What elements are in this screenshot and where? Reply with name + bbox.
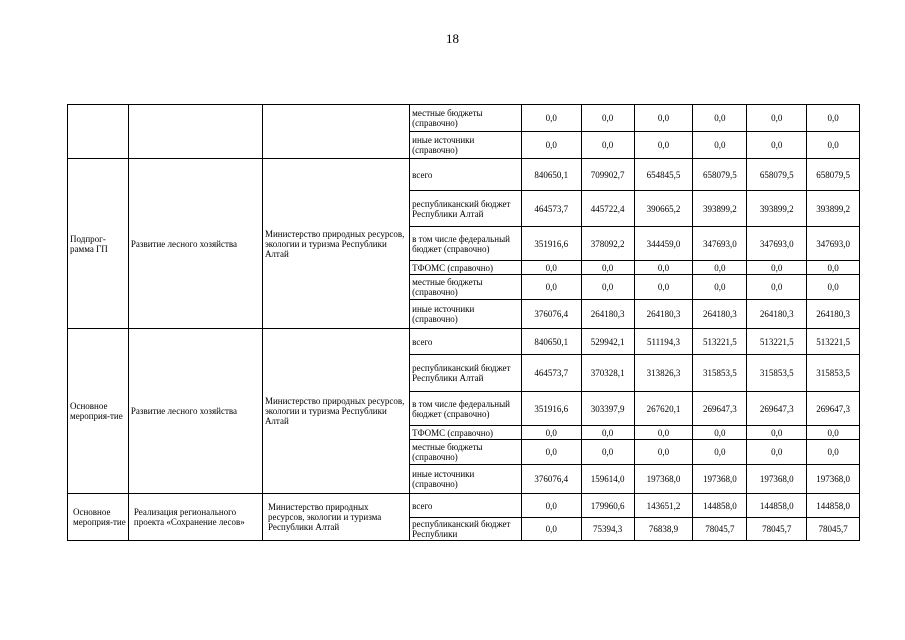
funding-source-cell: всего	[410, 494, 522, 518]
amount-cell: 0,0	[581, 275, 634, 300]
amount-cell: 0,0	[807, 440, 860, 465]
amount-cell: 0,0	[807, 261, 860, 275]
amount-cell: 393899,2	[747, 191, 807, 227]
amount-cell: 264180,3	[807, 300, 860, 329]
amount-cell: 376076,4	[521, 465, 581, 494]
amount-cell: 347693,0	[693, 227, 747, 261]
amount-cell: 658079,5	[693, 159, 747, 191]
amount-cell: 0,0	[693, 105, 747, 132]
amount-cell: 144858,0	[747, 494, 807, 518]
amount-cell: 0,0	[521, 132, 581, 159]
amount-cell: 303397,9	[581, 392, 634, 426]
amount-cell: 315853,5	[747, 355, 807, 392]
funding-source-cell: в том числе федеральный бюджет (справочно)	[410, 227, 522, 261]
amount-cell: 840650,1	[521, 159, 581, 191]
amount-cell: 75394,3	[581, 518, 634, 541]
amount-cell: 464573,7	[521, 191, 581, 227]
amount-cell: 0,0	[521, 275, 581, 300]
amount-cell: 351916,6	[521, 227, 581, 261]
amount-cell: 78045,7	[807, 518, 860, 541]
program-name-cell: Развитие лесного хозяйства	[128, 329, 262, 494]
amount-cell: 78045,7	[693, 518, 747, 541]
amount-cell: 0,0	[634, 275, 693, 300]
table-row	[68, 159, 860, 191]
amount-cell: 315853,5	[693, 355, 747, 392]
executor-cell: Министерство природных ресурсов, экологии и туризма Республики Алтай	[262, 159, 409, 329]
funding-source-cell: республиканский бюджет Республики Алтай	[410, 191, 522, 227]
amount-cell: 0,0	[807, 105, 860, 132]
amount-cell: 0,0	[634, 440, 693, 465]
program-level-cell: Основное мероприя-тие	[68, 494, 129, 541]
amount-cell: 159614,0	[581, 465, 634, 494]
funding-source-cell: иные источники (справочно)	[410, 132, 522, 159]
funding-source-cell: местные бюджеты (справочно)	[410, 440, 522, 465]
amount-cell: 0,0	[521, 261, 581, 275]
amount-cell: 658079,5	[807, 159, 860, 191]
executor-cell: Министерство природных ресурсов, экологии и туризма Республики Алтай	[262, 494, 409, 541]
amount-cell: 529942,1	[581, 329, 634, 355]
funding-source-cell: республиканский бюджет Республики Алтай	[410, 355, 522, 392]
budget-table-body	[68, 105, 860, 541]
amount-cell: 0,0	[693, 426, 747, 440]
amount-cell: 0,0	[581, 426, 634, 440]
amount-cell: 264180,3	[581, 300, 634, 329]
amount-cell: 390665,2	[634, 191, 693, 227]
amount-cell: 197368,0	[693, 465, 747, 494]
amount-cell: 347693,0	[807, 227, 860, 261]
amount-cell: 0,0	[807, 275, 860, 300]
funding-source-cell: ТФОМС (справочно)	[410, 261, 522, 275]
amount-cell: 0,0	[747, 440, 807, 465]
amount-cell: 513221,5	[807, 329, 860, 355]
amount-cell: 0,0	[521, 426, 581, 440]
amount-cell: 179960,6	[581, 494, 634, 518]
funding-source-cell: иные источники (справочно)	[410, 465, 522, 494]
amount-cell: 654845,5	[634, 159, 693, 191]
table-row	[68, 105, 860, 132]
funding-source-cell: республиканский бюджет Республики	[410, 518, 522, 541]
amount-cell: 840650,1	[521, 329, 581, 355]
funding-source-cell: всего	[410, 329, 522, 355]
amount-cell: 0,0	[807, 426, 860, 440]
program-name-cell: Реализация регионального проекта «Сохранение лесов»	[128, 494, 262, 541]
amount-cell: 0,0	[581, 132, 634, 159]
amount-cell: 378092,2	[581, 227, 634, 261]
amount-cell: 0,0	[747, 132, 807, 159]
amount-cell: 370328,1	[581, 355, 634, 392]
amount-cell: 267620,1	[634, 392, 693, 426]
amount-cell: 143651,2	[634, 494, 693, 518]
amount-cell: 313826,3	[634, 355, 693, 392]
amount-cell: 0,0	[747, 275, 807, 300]
table-row	[68, 494, 860, 518]
amount-cell: 0,0	[521, 518, 581, 541]
amount-cell: 0,0	[581, 440, 634, 465]
amount-cell: 264180,3	[634, 300, 693, 329]
amount-cell: 351916,6	[521, 392, 581, 426]
page-number: 18	[446, 31, 459, 46]
amount-cell: 0,0	[693, 132, 747, 159]
amount-cell: 658079,5	[747, 159, 807, 191]
executor-cell: Министерство природных ресурсов, экологии и туризма Республики Алтай	[262, 329, 409, 494]
amount-cell: 197368,0	[747, 465, 807, 494]
amount-cell: 393899,2	[807, 191, 860, 227]
amount-cell: 0,0	[634, 105, 693, 132]
amount-cell: 464573,7	[521, 355, 581, 392]
program-name-cell: Развитие лесного хозяйства	[128, 159, 262, 329]
amount-cell: 197368,0	[807, 465, 860, 494]
amount-cell: 269647,3	[747, 392, 807, 426]
amount-cell: 264180,3	[747, 300, 807, 329]
amount-cell: 0,0	[521, 494, 581, 518]
funding-source-cell: всего	[410, 159, 522, 191]
amount-cell: 0,0	[693, 261, 747, 275]
amount-cell: 0,0	[581, 261, 634, 275]
amount-cell: 445722,4	[581, 191, 634, 227]
amount-cell: 376076,4	[521, 300, 581, 329]
amount-cell: 0,0	[634, 426, 693, 440]
amount-cell: 511194,3	[634, 329, 693, 355]
amount-cell: 0,0	[634, 261, 693, 275]
amount-cell: 344459,0	[634, 227, 693, 261]
amount-cell: 0,0	[521, 440, 581, 465]
amount-cell: 0,0	[693, 275, 747, 300]
amount-cell: 0,0	[747, 426, 807, 440]
amount-cell: 393899,2	[693, 191, 747, 227]
program-name-cell	[128, 105, 262, 159]
amount-cell: 0,0	[807, 132, 860, 159]
program-level-cell	[68, 105, 129, 159]
funding-source-cell: местные бюджеты (справочно)	[410, 275, 522, 300]
amount-cell: 78045,7	[747, 518, 807, 541]
amount-cell: 513221,5	[693, 329, 747, 355]
amount-cell: 197368,0	[634, 465, 693, 494]
amount-cell: 0,0	[634, 132, 693, 159]
amount-cell: 709902,7	[581, 159, 634, 191]
amount-cell: 513221,5	[747, 329, 807, 355]
table-row	[68, 329, 860, 355]
amount-cell: 269647,3	[807, 392, 860, 426]
amount-cell: 144858,0	[693, 494, 747, 518]
budget-table	[67, 104, 860, 541]
executor-cell	[262, 105, 409, 159]
amount-cell: 144858,0	[807, 494, 860, 518]
amount-cell: 347693,0	[747, 227, 807, 261]
program-level-cell: Подпрог-рамма ГП	[68, 159, 129, 329]
amount-cell: 0,0	[581, 105, 634, 132]
amount-cell: 0,0	[747, 105, 807, 132]
funding-source-cell: местные бюджеты (справочно)	[410, 105, 522, 132]
amount-cell: 0,0	[747, 261, 807, 275]
amount-cell: 269647,3	[693, 392, 747, 426]
funding-source-cell: ТФОМС (справочно)	[410, 426, 522, 440]
funding-source-cell: иные источники (справочно)	[410, 300, 522, 329]
program-level-cell: Основное мероприя-тие	[68, 329, 129, 494]
amount-cell: 0,0	[521, 105, 581, 132]
amount-cell: 264180,3	[693, 300, 747, 329]
amount-cell: 0,0	[693, 440, 747, 465]
funding-source-cell: в том числе федеральный бюджет (справочно)	[410, 392, 522, 426]
amount-cell: 76838,9	[634, 518, 693, 541]
amount-cell: 315853,5	[807, 355, 860, 392]
